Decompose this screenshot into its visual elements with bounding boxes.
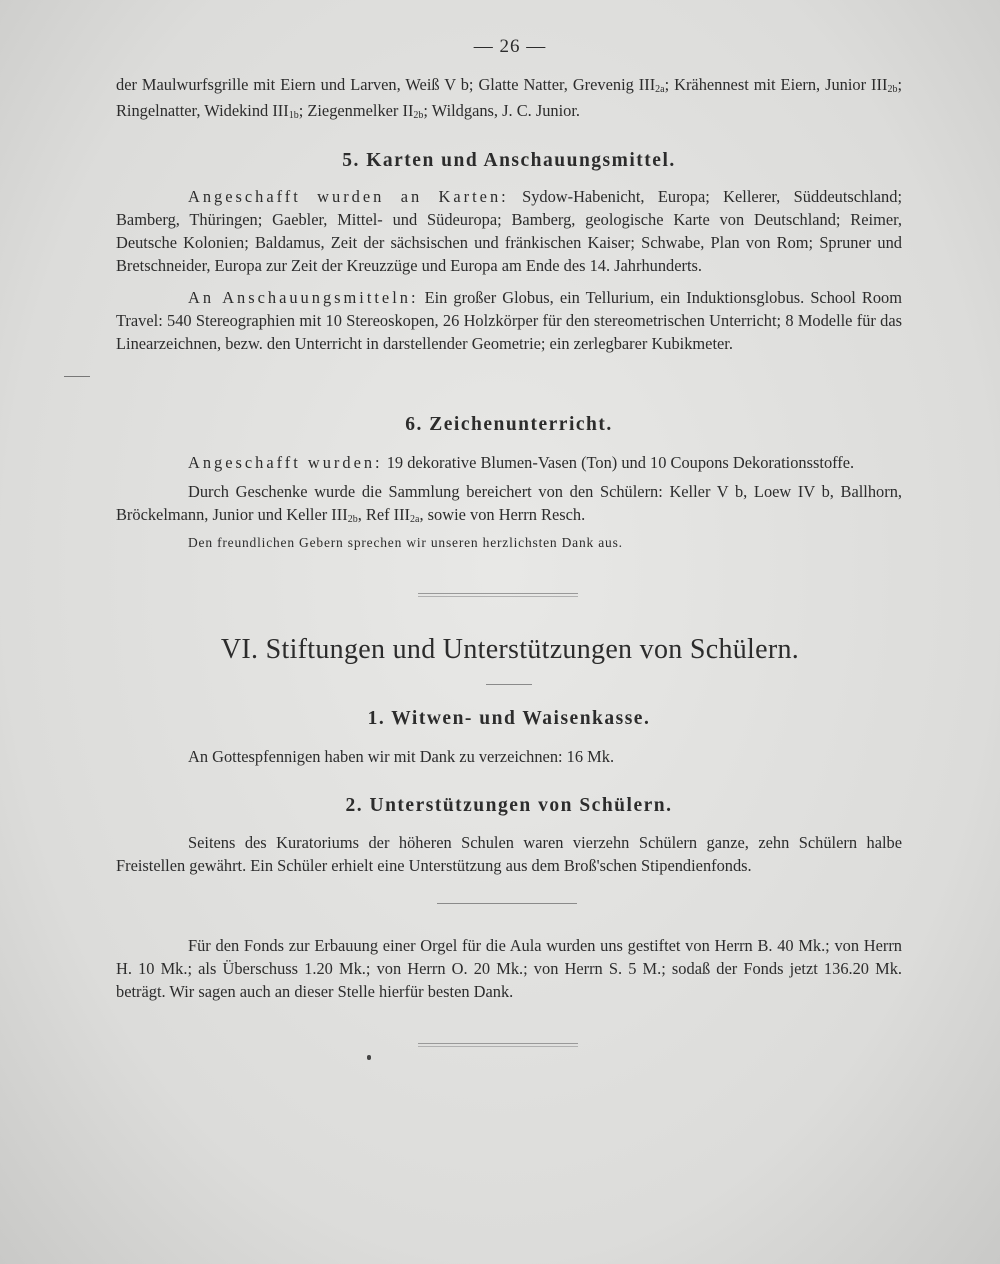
section-6 (116, 414, 902, 436)
teaching-aids-lead: An Anschauungsmitteln: (188, 288, 419, 307)
maps-paragraph (116, 185, 902, 277)
thanks-line: Den freundlichen Gebern sprechen wir unseren herzlichsten Dank aus. (188, 535, 623, 550)
teaching-aids-text: Ein großer Globus, ein Tellurium, ein Induktionsglobus. School Room Travel: 540 Stereographien mit 10 Stereoskopen, 26 Holzkörper für den stereometrischen Unterricht; 8 Modelle für das Linearzeichnen, bezw. den Unterricht in darstellender Geometrie; ein zerlegbarer Kubikmeter. (116, 288, 902, 353)
margin-mark (64, 376, 90, 377)
chapter-6 (100, 634, 920, 666)
student-support-section (116, 795, 902, 817)
intro-text: ; Krähennest mit Eiern, Junior III (664, 75, 888, 94)
page-number: — 26 — (473, 36, 547, 57)
ink-speck (367, 1055, 371, 1060)
intro-text: ; Ringelnatter, Widekind III (116, 75, 902, 120)
paragraph-divider (437, 903, 577, 904)
gifts-text: Durch Geschenke wurde die Sammlung bereichert von den Schülern: Keller V b, Loew IV b, Ballhorn, Bröckelmann, Junior und Keller III (116, 482, 902, 524)
section-6-heading: 6. Zeichenunterricht. (405, 414, 613, 435)
end-divider (418, 1043, 578, 1044)
organ-fund-body (116, 934, 902, 1003)
class-subscript: 2a (410, 514, 420, 525)
widows-fund-section (116, 708, 902, 730)
class-subscript: 2b (413, 110, 424, 121)
drawing-lead: Angeschafft wurden: (188, 453, 383, 472)
section-divider (418, 593, 578, 594)
gifts-paragraph (116, 480, 902, 529)
section-5-body (116, 185, 902, 355)
intro-block (116, 73, 902, 125)
organ-fund-text: Für den Fonds zur Erbauung einer Orgel für die Aula wurden uns gestiftet von Herrn B. 40 Mk.; von Herrn H. 10 Mk.; als Überschuss 1.20 Mk.; von Herrn O. 20 Mk.; von Herrn S. 5 M.; sodaß der Fonds jetzt 136.20 Mk. beträgt. Wir sagen auch an dieser Stelle hierfür besten Dank. (116, 936, 902, 1001)
title-divider (486, 684, 532, 685)
intro-text: der Maulwurfsgrille mit Eiern und Larven, Weiß V b; Glatte Natter, Grevenig III (116, 75, 656, 94)
widows-fund-heading: 1. Witwen- und Waisenkasse. (367, 708, 651, 729)
maps-lead: Angeschafft wurden an Karten: (188, 187, 509, 206)
student-support-text: Seitens des Kuratoriums der höheren Schulen waren vierzehn Schülern ganze, zehn Schülern halbe Freistellen gewährt. Ein Schüler erhielt eine Unterstützung aus dem Broß'schen Stipendienfonds. (116, 833, 902, 875)
class-subscript: 2a (655, 84, 665, 95)
section-5 (116, 150, 902, 172)
class-subscript: 1b (288, 110, 299, 121)
intro-text: ; Wildgans, J. C. Junior. (423, 101, 580, 120)
section-6-body (116, 451, 902, 554)
drawing-paragraph (116, 451, 902, 474)
gifts-text: , sowie von Herrn Resch. (419, 505, 586, 524)
student-support-heading: 2. Unterstützungen von Schülern. (345, 795, 673, 816)
widows-fund-body (116, 745, 902, 768)
drawing-text: 19 dekorative Blumen-Vasen (Ton) und 10 Coupons Dekorationsstoffe. (382, 453, 855, 472)
widows-fund-text: An Gottespfennigen haben wir mit Dank zu verzeichnen: 16 Mk. (188, 747, 615, 766)
maps-text: Sydow-Habenicht, Europa; Kellerer, Süddeutschland; Bamberg, Thüringen; Gaebler, Mittel- und Südeuropa; Bamberg, geologische Karte von Deutschland; Reimer, Deutsche Kolonien; Baldamus, Zeit der sächsischen und fränkischen Kaiser; Schwabe, Plan von Rom; Spruner und Bretschneider, Europa zur Zeit der Kreuzzüge und Europa am Ende des 14. Jahrhunderts. (116, 187, 903, 275)
student-support-body (116, 831, 902, 877)
section-5-heading: 5. Karten und Anschauungsmittel. (342, 150, 676, 171)
class-subscript: 2b (347, 514, 358, 525)
intro-text: ; Ziegenmelker II (298, 101, 414, 120)
class-subscript: 2b (887, 84, 898, 95)
intro-paragraph (116, 73, 902, 125)
chapter-6-title: VI. Stiftungen und Unterstützungen von Schülern. (220, 634, 800, 665)
teaching-aids-paragraph (116, 286, 902, 355)
gifts-text: , Ref III (357, 505, 411, 524)
